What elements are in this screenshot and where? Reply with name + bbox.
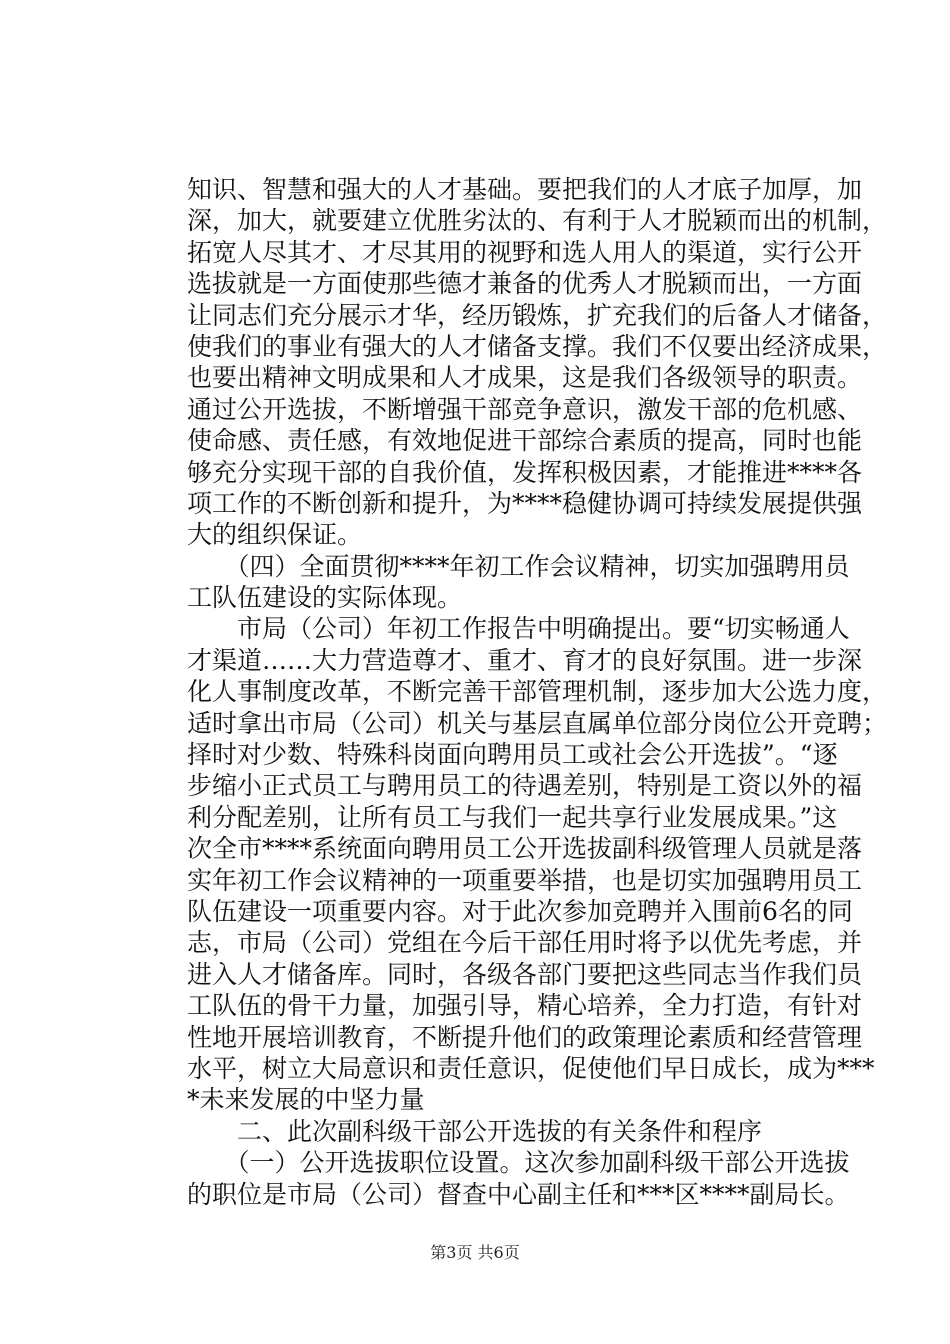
text-line: 使命感、责任感，有效地促进干部综合素质的提高，同时也能: [187, 426, 863, 456]
body-text: [187, 174, 888, 1210]
text-line: 择时对少数、特殊科岗面向聘用员工或社会公开选拔”。“逐: [187, 740, 838, 770]
text-line: 实年初工作会议精神的一项重要举措，也是切实加强聘用员工: [187, 865, 863, 895]
text-line: 次全市****系统面向聘用员工公开选拔副科级管理人员就是落: [187, 834, 863, 864]
text-line: 性地开展培训教育，不断提升他们的政策理论素质和经营管理: [187, 1022, 863, 1052]
text-line: 化人事制度改革，不断完善干部管理机制，逐步加大公选力度，: [187, 677, 888, 707]
text-line: 水平，树立大局意识和责任意识，促使他们早日成长，成为***: [187, 1053, 875, 1083]
text-line: 志，市局（公司）党组在今后干部任用时将予以优先考虑，并: [187, 928, 863, 958]
text-line: 让同志们充分展示才华，经历锻炼，扩充我们的后备人才储备，: [187, 300, 888, 330]
text-line: 工队伍建设的实际体现。: [187, 583, 463, 613]
text-line: 工队伍的骨干力量，加强引导，精心培养，全力打造，有针对: [187, 991, 863, 1021]
text-line: 拓宽人尽其才、才尽其用的视野和选人用人的渠道，实行公开: [187, 237, 863, 267]
text-line: 知识、智慧和强大的人才基础。要把我们的人才底子加厚，加: [187, 175, 863, 204]
text-line: 大的组织保证。: [187, 520, 363, 550]
text-line: 选拔就是一方面使那些德才兼备的优秀人才脱颖而出，一方面: [187, 269, 863, 299]
text-line: 二、此次副科级干部公开选拔的有关条件和程序: [187, 1116, 763, 1146]
text-line: 利分配差别，让所有员工与我们一起共享行业发展成果。”这: [187, 802, 838, 832]
text-line: （四）全面贯彻****年初工作会议精神，切实加强聘用员: [187, 551, 850, 581]
text-line: 进入人才储备库。同时，各级各部门要把这些同志当作我们员: [187, 959, 863, 989]
text-line: 适时拿出市局（公司）机关与基层直属单位部分岗位公开竞聘；: [187, 708, 888, 738]
text-line: 市局（公司）年初工作报告中明确提出。要“切实畅通人: [187, 614, 850, 644]
text-line: 够充分实现干部的自我价值，发挥积极因素，才能推进****各: [187, 457, 863, 487]
text-line: 深，加大，就要建立优胜劣汰的、有利于人才脱颖而出的机制，: [187, 206, 888, 236]
text-line: 项工作的不断创新和提升，为****稳健协调可持续发展提供强: [187, 488, 863, 518]
text-line: （一）公开选拔职位设置。这次参加副科级干部公开选拔: [187, 1148, 850, 1178]
text-line: 通过公开选拔，不断增强干部竞争意识，激发干部的危机感、: [187, 394, 863, 424]
text-line: 步缩小正式员工与聘用员工的待遇差别，特别是工资以外的福: [187, 771, 863, 801]
text-line: 使我们的事业有强大的人才储备支撑。我们不仅要出经济成果，: [187, 331, 888, 361]
text-line: *未来发展的中坚力量: [187, 1085, 425, 1115]
text-line: 的职位是市局（公司）督查中心副主任和***区****副局长。: [187, 1179, 850, 1209]
text-line: 才渠道……大力营造尊才、重才、育才的良好氛围。进一步深: [187, 645, 863, 675]
text-line: 也要出精神文明成果和人才成果，这是我们各级领导的职责。: [187, 363, 863, 393]
text-line: 队伍建设一项重要内容。对于此次参加竞聘并入围前6名的同: [187, 896, 853, 926]
page-footer: 第3页 共6页: [430, 1243, 520, 1262]
